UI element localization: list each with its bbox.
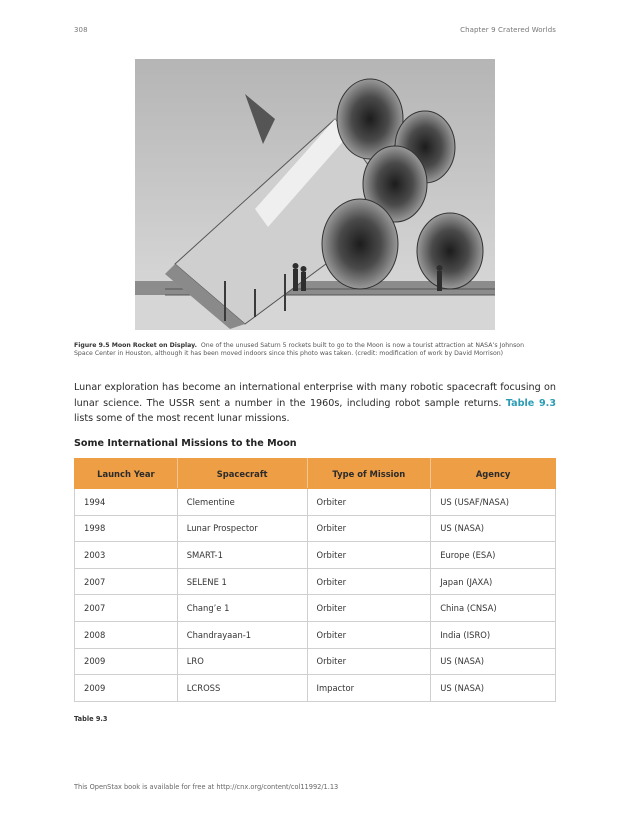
table-cell: LRO (177, 648, 307, 675)
chapter-title: Chapter 9 Cratered Worlds (460, 26, 556, 34)
table-caption: Table 9.3 (74, 715, 108, 723)
table-cell: Orbiter (307, 568, 431, 595)
table-cell: 2009 (75, 648, 178, 675)
figure-label: Figure 9.5 Moon Rocket on Display. (74, 342, 197, 349)
table-cell: Japan (JAXA) (431, 568, 556, 595)
paragraph-text-start: Lunar exploration has become an international enterprise with many robotic spacecraft focusing on lunar science. The USSR sent a number in the 1960s, including robot sample returns. (74, 382, 556, 409)
figure-caption (74, 342, 544, 358)
table-cell: US (NASA) (431, 648, 556, 675)
missions-table (74, 458, 556, 702)
table-cell: India (ISRO) (431, 621, 556, 648)
table-row (75, 542, 556, 569)
table-cell: Lunar Prospector (177, 515, 307, 542)
page-number: 308 (74, 26, 88, 34)
table-cell: Chang’e 1 (177, 595, 307, 622)
column-header: Type of Mission (307, 459, 431, 489)
body-paragraph (74, 380, 556, 427)
column-header: Agency (431, 459, 556, 489)
table-cell: Impactor (307, 675, 431, 702)
table-cell: 2009 (75, 675, 178, 702)
table-cell: US (NASA) (431, 515, 556, 542)
moon-rocket-photo (135, 59, 495, 330)
table-cell: China (CNSA) (431, 595, 556, 622)
table-row (75, 595, 556, 622)
table-cell: Orbiter (307, 542, 431, 569)
table-cell: SMART-1 (177, 542, 307, 569)
table-cell: Orbiter (307, 621, 431, 648)
table-cell: 2008 (75, 621, 178, 648)
table-cell: 2007 (75, 595, 178, 622)
table-cell: Chandrayaan-1 (177, 621, 307, 648)
table-cell: 2003 (75, 542, 178, 569)
footer-text: This OpenStax book is available for free at http://cnx.org/content/col11992/1.13 (74, 783, 339, 791)
table-row (75, 489, 556, 516)
table-cell: Orbiter (307, 515, 431, 542)
table-title: Some International Missions to the Moon (74, 438, 297, 449)
table-cell: Orbiter (307, 595, 431, 622)
column-header: Launch Year (75, 459, 178, 489)
table-row (75, 675, 556, 702)
table-cell: 1994 (75, 489, 178, 516)
table-link[interactable]: Table 9.3 (505, 397, 557, 409)
table-row (75, 648, 556, 675)
table-row (75, 515, 556, 542)
table-cell: LCROSS (177, 675, 307, 702)
table-cell: Orbiter (307, 648, 431, 675)
figure-caption-text: One of the unused Saturn 5 rockets built to go to the Moon is now a tourist attraction at NASA’s Johnson Space Center in Houston, although it has been moved indoors since this photo was taken. (credit: modification of work by David Morrison) (74, 342, 525, 358)
table-header-row (75, 459, 556, 489)
paragraph-text-end: lists some of the most recent lunar missions. (74, 413, 290, 425)
table-cell: 2007 (75, 568, 178, 595)
table-row (75, 568, 556, 595)
table-cell: SELENE 1 (177, 568, 307, 595)
table-row (75, 621, 556, 648)
table-cell: Europe (ESA) (431, 542, 556, 569)
column-header: Spacecraft (177, 459, 307, 489)
table-cell: 1998 (75, 515, 178, 542)
table-cell: Clementine (177, 489, 307, 516)
table-cell: Orbiter (307, 489, 431, 516)
table-cell: US (NASA) (431, 675, 556, 702)
table-cell: US (USAF/NASA) (431, 489, 556, 516)
